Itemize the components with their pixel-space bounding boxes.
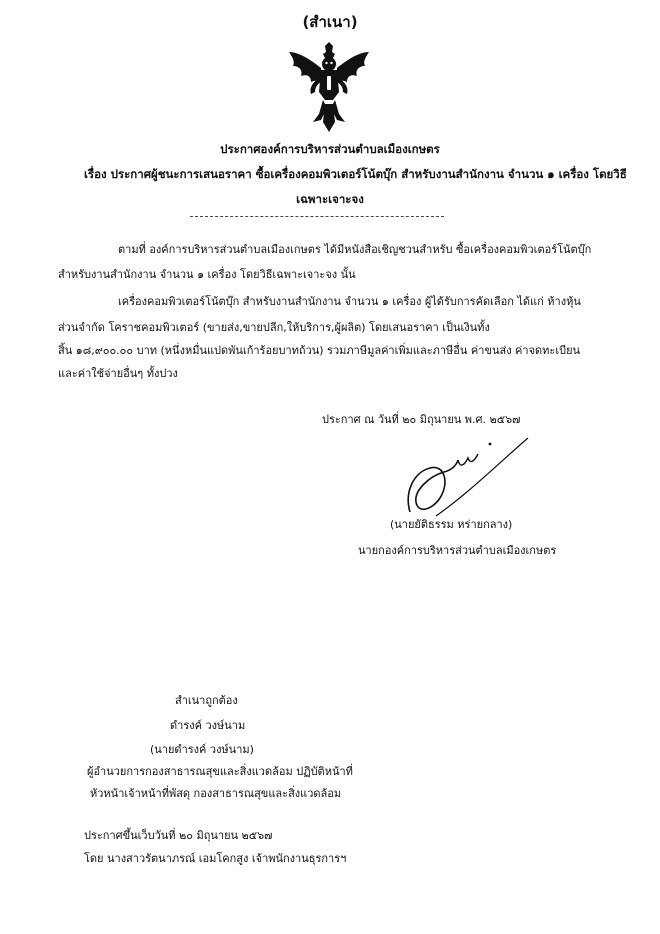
certifier-position-line1: ผู้อำนวยการกองสาธารณสุขและสิ่งแวดล้อม ปฏิบัติหน้าที่ [87, 765, 353, 778]
copy-label: (สำเนา) [302, 13, 358, 31]
separator-line [190, 216, 444, 217]
signer-name: (นายยัติธรรม หร่ายกลาง) [390, 518, 513, 531]
posted-date: ประกาศขึ้นเว็บวันที่ ๒๐ มิถุนายน ๒๕๖๗ [84, 829, 273, 842]
paragraph2-line3: สิ้น ๑๘,๙๐๐.๐๐ บาท (หนึ่งหมื่นแปดพันเก้าร้อยบาทถ้วน) รวมภาษีมูลค่าเพิ่มและภาษีอื่น ค่าขนส่ง ค่าจดทะเบียน [58, 344, 581, 357]
announced-date: ประกาศ ณ วันที่ ๒๐ มิถุนายน พ.ศ. ๒๕๖๗ [322, 413, 521, 426]
signature-icon [400, 432, 540, 522]
paragraph1-line2: สำหรับงานสำนักงาน จำนวน ๑ เครื่อง โดยวิธีเฉพาะเจาะจง นั้น [58, 268, 356, 281]
garuda-emblem-icon [283, 42, 375, 134]
paragraph2-line1: เครื่องคอมพิวเตอร์โน้ตบุ๊ก สำหรับงานสำนักงาน จำนวน ๑ เครื่อง ผู้ได้รับการคัดเลือก ได้แก่ ห้างหุ้น [118, 295, 581, 308]
certifier-name: ดำรงค์ วงษ์นาม [170, 719, 246, 732]
signer-position: นายกองค์การบริหารส่วนตำบลเมืองเกษตร [358, 544, 557, 557]
certified-copy-label: สำเนาถูกต้อง [175, 694, 238, 707]
posted-by: โดย นางสาวรัตนาภรณ์ เอมโคกสูง เจ้าพนักงานธุรการฯ [84, 852, 347, 865]
paragraph1-line1: ตามที่ องค์การบริหารส่วนตำบลเมืองเกษตร ได้มีหนังสือเชิญชวนสำหรับ ซื้อเครื่องคอมพิวเตอร์โน้ตบุ๊ก [118, 243, 592, 256]
certifier-name-paren: (นายดำรงค์ วงษ์นาม) [150, 743, 254, 756]
announcement-subject-line1: เรื่อง ประกาศผู้ชนะการเสนอราคา ซื้อเครื่องคอมพิวเตอร์โน้ตบุ๊ก สำหรับงานสำนักงาน จำนวน ๑ เครื่อง โดยวิธี [84, 167, 627, 181]
announcement-subject-line2: เฉพาะเจาะจง [296, 192, 364, 206]
announcement-org-line: ประกาศองค์การบริหารส่วนตำบลเมืองเกษตร [220, 142, 440, 156]
paragraph2-line2: ส่วนจำกัด โคราชคอมพิวเตอร์ (ขายส่ง,ขายปลีก,ให้บริการ,ผู้ผลิต) โดยเสนอราคา เป็นเงินทั้ง [58, 321, 490, 334]
certifier-position-line2: หัวหน้าเจ้าหน้าที่พัสดุ กองสาธารณสุขและสิ่งแวดล้อม [90, 787, 342, 800]
paragraph2-line4: และค่าใช้จ่ายอื่นๆ ทั้งปวง [58, 367, 178, 380]
